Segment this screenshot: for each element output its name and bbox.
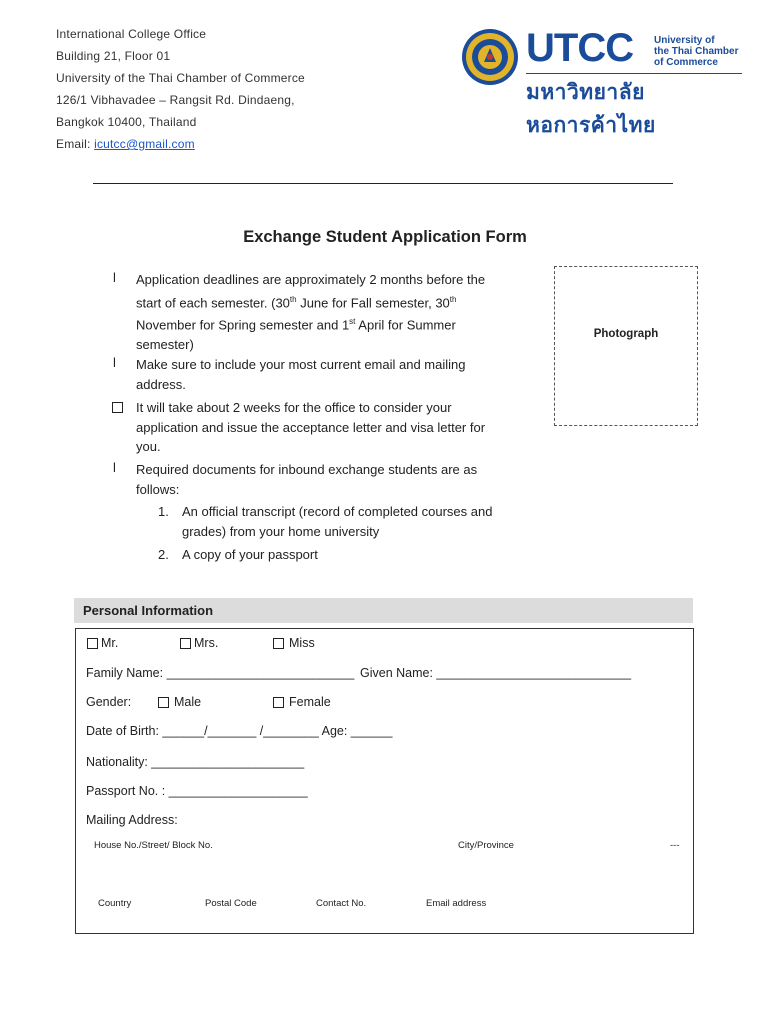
bullet-1-line-4: semester) (136, 337, 194, 353)
bullet-marker: l (113, 355, 116, 370)
gender-male-label: Male (174, 695, 202, 709)
logo-english-line-1: University of (654, 35, 715, 46)
logo-acronym: UTCC (526, 26, 634, 70)
passport-field[interactable]: Passport No. : ____________________ (86, 784, 308, 798)
address-line-3: University of the Thai Chamber of Commerce (56, 71, 305, 85)
document-2-number: 2. (158, 547, 169, 562)
document-1-line-2: grades) from your home university (182, 523, 380, 539)
bullet-2-text (136, 355, 536, 394)
date-of-birth-field[interactable]: Date of Birth: ______/_______ /________ Age: ______ (86, 724, 393, 738)
document-1-number: 1. (158, 504, 169, 519)
bullet-4-line-1: Required documents for inbound exchange students are as (136, 462, 478, 477)
contact-no-label: Contact No. (316, 898, 367, 909)
bullet-1-line-1: Application deadlines are approximately 2 months before the (136, 272, 486, 287)
given-name-field[interactable]: Given Name: ____________________________ (360, 666, 632, 680)
email-label: Email: (56, 137, 95, 151)
title-mr-checkbox[interactable] (87, 638, 98, 649)
title-mrs-checkbox[interactable] (180, 638, 191, 649)
bullet-2-line-1: Make sure to include your most current email and mailing (136, 357, 466, 372)
photograph-box[interactable] (554, 266, 698, 426)
email-link[interactable]: icutcc@gmail.com (94, 137, 195, 151)
logo-english-line-2: the Thai Chamber (654, 46, 739, 57)
gender-female-label: Female (289, 695, 331, 709)
house-street-label: House No./Street/ Block No. (94, 840, 213, 851)
address-line-4: 126/1 Vibhavadee – Rangsit Rd. Dindaeng, (56, 93, 295, 107)
address-line-2: Building 21, Floor 01 (56, 49, 171, 63)
mailing-address-label: Mailing Address: (86, 813, 178, 827)
photograph-label: Photograph (593, 328, 659, 340)
postal-code-label: Postal Code (205, 898, 257, 909)
bullet-3-text (136, 398, 536, 457)
title-mrs-label: Mrs. (194, 636, 219, 650)
document-1-line-1: An official transcript (record of completed courses and (182, 504, 493, 519)
family-name-field[interactable]: Family Name: ___________________________ (86, 666, 355, 680)
bullet-marker: l (113, 460, 116, 475)
personal-info-header (74, 598, 693, 623)
bullet-3-line-3: you. (136, 439, 161, 454)
logo-thai-name: มหาวิทยาลัยหอการค้าไทย (526, 81, 656, 137)
header-divider (93, 183, 673, 184)
personal-info-title: Personal Information (83, 603, 214, 618)
bullet-2-line-2: address. (136, 376, 186, 392)
logo-english-line-3: of Commerce (654, 57, 718, 68)
bullet-3-line-2: application and issue the acceptance letter and visa letter for (136, 419, 486, 435)
bullet-checkbox-icon (112, 402, 123, 413)
title-miss-label: Miss (289, 636, 315, 650)
bullet-4-text (136, 460, 536, 499)
utcc-logo (460, 24, 746, 137)
bullet-1-text (136, 270, 536, 355)
bullet-marker: l (113, 270, 116, 285)
city-province-label: City/Province (458, 840, 514, 851)
gender-label: Gender: (86, 695, 132, 709)
address-line-1: International College Office (56, 27, 207, 41)
dash-mark: --- (670, 840, 680, 851)
form-title: Exchange Student Application Form (243, 228, 527, 246)
title-mr-label: Mr. (101, 636, 119, 650)
nationality-field[interactable]: Nationality: ______________________ (86, 755, 305, 769)
email-address-label: Email address (426, 898, 487, 909)
country-label: Country (98, 898, 132, 909)
title-miss-checkbox[interactable] (273, 638, 284, 649)
gender-female-checkbox[interactable] (273, 697, 284, 708)
address-line-5: Bangkok 10400, Thailand (56, 115, 197, 129)
email-line (56, 137, 195, 151)
bullet-1-line-3: November for Spring semester and 1st April for Summer (136, 317, 456, 333)
bullet-1-line-2: start of each semester. (30th June for Fall semester, 30th (136, 294, 457, 310)
bullet-3-line-1: It will take about 2 weeks for the office to consider your (136, 400, 452, 415)
logo-rule (526, 73, 742, 74)
gender-male-checkbox[interactable] (158, 697, 169, 708)
bullet-4-line-2: follows: (136, 481, 180, 497)
document-1-text (182, 502, 542, 541)
university-seal-icon (460, 26, 520, 88)
document-2-text: A copy of your passport (182, 547, 318, 562)
